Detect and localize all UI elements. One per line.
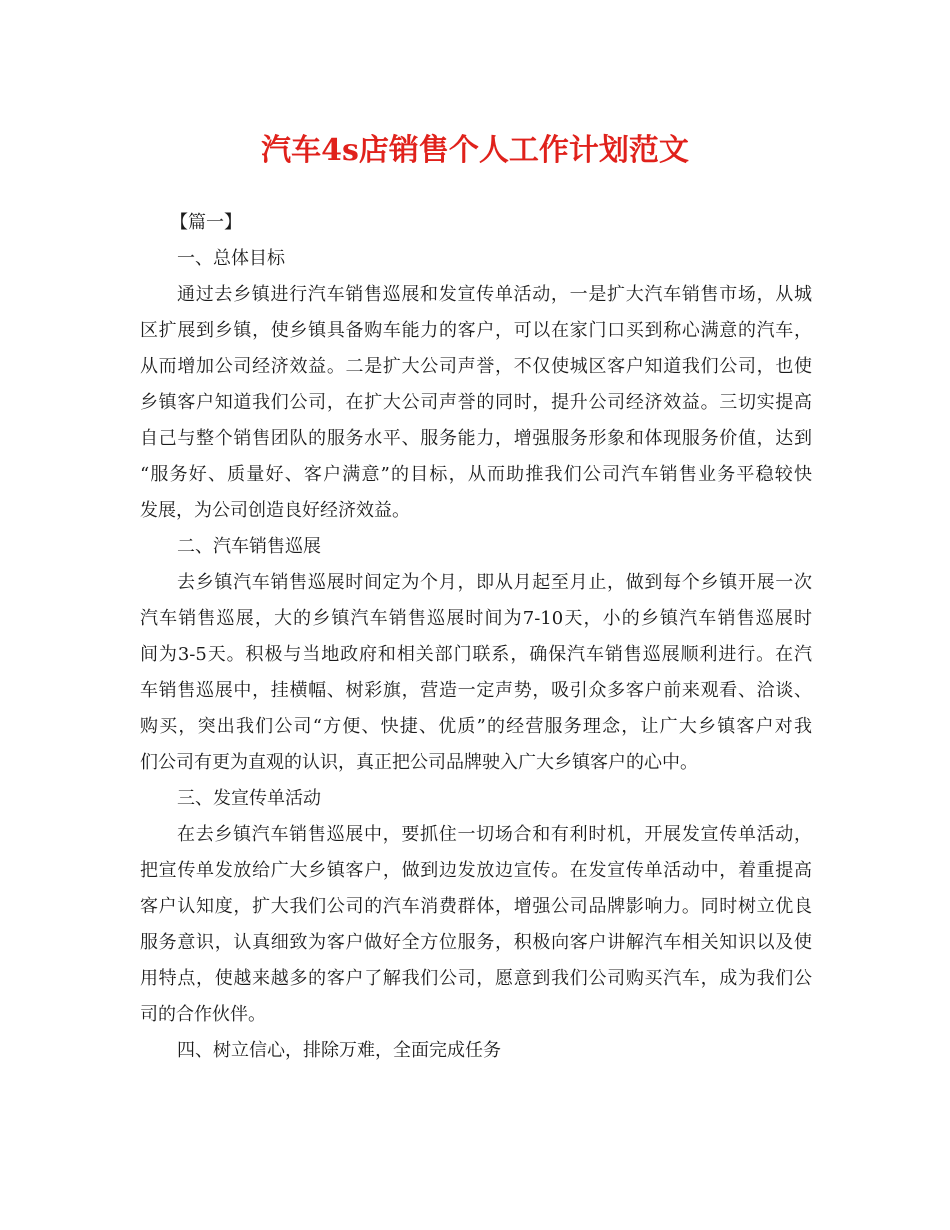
paragraph-line: 区扩展到乡镇，使乡镇具备购车能力的客户，可以在家门口买到称心满意的汽车， [140,320,812,341]
paragraph-line: 车销售巡展中，挂横幅、树彩旗，营造一定声势，吸引众多客户前来观看、洽谈、 [140,680,812,701]
paragraph-line: 间为3-5天。积极与当地政府和相关部门联系，确保汽车销售巡展顺利进行。在汽 [140,644,812,665]
paragraph-line: 用特点，使越来越多的客户了解我们公司，愿意到我们公司购买汽车，成为我们公 [140,968,812,989]
paragraph-line: 从而增加公司经济效益。二是扩大公司声誉，不仅使城区客户知道我们公司，也使 [140,356,812,377]
paragraph-line: 汽车销售巡展，大的乡镇汽车销售巡展时间为7-10天，小的乡镇汽车销售巡展时 [140,608,812,629]
document-body [140,205,812,1069]
section-heading: 四、树立信心，排除万难，全面完成任务 [177,1040,501,1061]
paragraph-line: 司的合作伙伴。 [140,1004,266,1025]
paragraph-line: 在去乡镇汽车销售巡展中，要抓住一切场合和有利时机，开展发宣传单活动， [177,824,812,845]
section-label: 【篇一】 [170,212,242,233]
paragraph-line: “服务好、质量好、客户满意”的目标，从而助推我们公司汽车销售业务平稳较快 [140,464,812,485]
section-heading: 一、总体目标 [177,248,285,269]
paragraph-line: 乡镇客户知道我们公司，在扩大公司声誉的同时，提升公司经济效益。三切实提高 [140,392,812,413]
paragraph-line: 自己与整个销售团队的服务水平、服务能力，增强服务形象和体现服务价值，达到 [140,428,812,449]
paragraph-line: 服务意识，认真细致为客户做好全方位服务，积极向客户讲解汽车相关知识以及使 [140,932,812,953]
section-heading: 三、发宣传单活动 [177,788,321,809]
document-title: 汽车4s店销售个人工作计划范文 [261,133,689,168]
paragraph-line: 去乡镇汽车销售巡展时间定为个月，即从月起至月止，做到每个乡镇开展一次 [177,572,812,593]
paragraph-line: 通过去乡镇进行汽车销售巡展和发宣传单活动，一是扩大汽车销售市场，从城 [177,284,812,305]
paragraph-line: 客户认知度，扩大我们公司的汽车消费群体，增强公司品牌影响力。同时树立优良 [140,896,812,917]
paragraph-line: 们公司有更为直观的认识，真正把公司品牌驶入广大乡镇客户的心中。 [140,752,698,773]
section-heading: 二、汽车销售巡展 [177,536,321,557]
paragraph-line: 购买，突出我们公司“方便、快捷、优质”的经营服务理念，让广大乡镇客户对我 [140,716,812,737]
paragraph-line: 发展，为公司创造良好经济效益。 [140,500,410,521]
paragraph-line: 把宣传单发放给广大乡镇客户，做到边发放边宣传。在发宣传单活动中，着重提高 [140,860,812,881]
